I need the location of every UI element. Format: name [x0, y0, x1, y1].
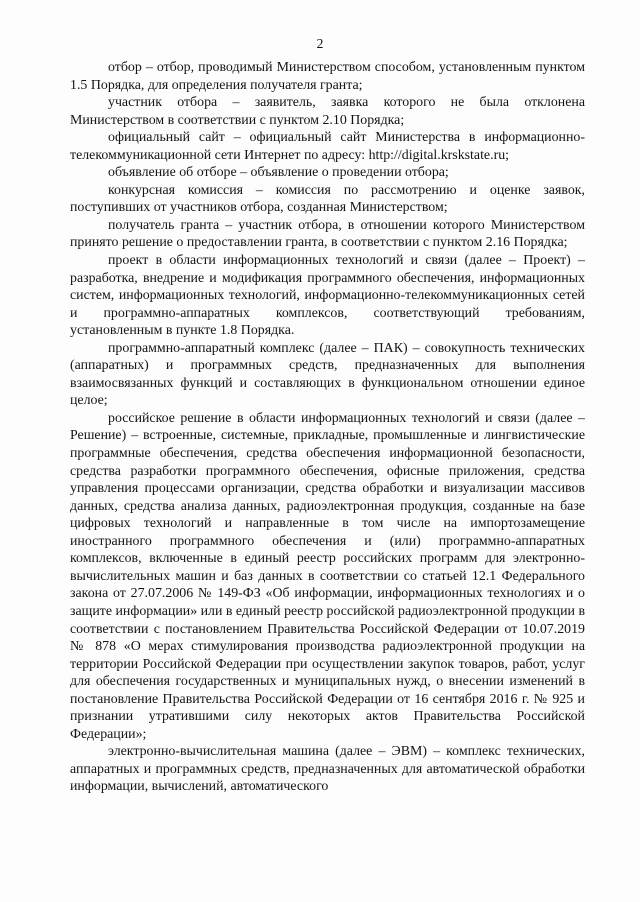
- definition-paragraph: конкурсная комиссия – комиссия по рассмотрению и оценке заявок, поступивших от участников отбора, созданная Министерством;: [70, 182, 585, 216]
- definition-paragraph: программно-аппаратный комплекс (далее – ПАК) – совокупность технических (аппаратных) и программных средств, предназначенных для выполнения взаимосвязанных функций и составляющих в функциональном отношении единое целое;: [70, 340, 585, 409]
- definition-paragraph: получатель гранта – участник отбора, в отношении которого Министерством принято решение о предоставлении гранта, в соответствии с пунктом 2.16 Порядка;: [70, 217, 585, 251]
- definition-paragraph: российское решение в области информационных технологий и связи (далее – Решение) – встроенные, системные, прикладные, промышленные и лингвистические программные обеспечения, средства обеспечения информационной безопасности, средства разработки программного обеспечения, офисные приложения, средства управления процессами организации, средства обработки и визуализации массивов данных, средства анализа данных, радиоэлектронная продукция, созданные на базе цифровых технологий и направленные в том числе на импортозамещение иностранного программного обеспечения и (или) программно-аппаратных комплексов, включенные в единый реестр российских программ для электронно-вычислительных машин и баз данных в соответствии со статьей 12.1 Федерального закона от 27.07.2006 № 149-ФЗ «Об информации, информационных технологиях и о защите информации» или в единый реестр российской радиоэлектронной продукции в соответствии с постановлением Правительства Российской Федерации от 10.07.2019 № 878 «О мерах стимулирования производства радиоэлектронной продукции на территории Российской Федерации при осуществлении закупок товаров, работ, услуг для обеспечения государственных и муниципальных нужд, о внесении изменений в постановление Правительства Российской Федерации от 16 сентября 2016 г. № 925 и признании утратившими силу некоторых актов Правительства Российской Федерации»;: [70, 410, 585, 742]
- page-number: 2: [316, 36, 324, 51]
- definition-paragraph: участник отбора – заявитель, заявка которого не была отклонена Министерством в соответствии с пунктом 2.10 Порядка;: [70, 95, 585, 128]
- definition-paragraph: официальный сайт – официальный сайт Министерства в информационно-телекоммуникационной сети Интернет по адресу: http://digital.krskstate.ru;: [70, 130, 585, 163]
- definition-paragraph: проект в области информационных технологий и связи (далее – Проект) – разработка, внедрение и модификация программного обеспечения, информационных систем, информационных технологий, информационно-телекоммуникационных сетей и программно-аппаратных комплексов, соответствующий требованиям, установленным в пункте 1.8 Порядка.: [70, 253, 585, 339]
- definition-paragraph: электронно-вычислительная машина (далее – ЭВМ) – комплекс технических, аппаратных и программных средств, предназначенных для автоматической обработки информации, вычислений, автоматического: [70, 744, 585, 795]
- definition-paragraph: объявление об отборе – объявление о проведении отбора;: [108, 165, 449, 181]
- document-body: [70, 59, 585, 796]
- definition-paragraph: отбор – отбор, проводимый Министерством способом, установленным пунктом 1.5 Порядка, для определения получателя гранта;: [70, 60, 585, 93]
